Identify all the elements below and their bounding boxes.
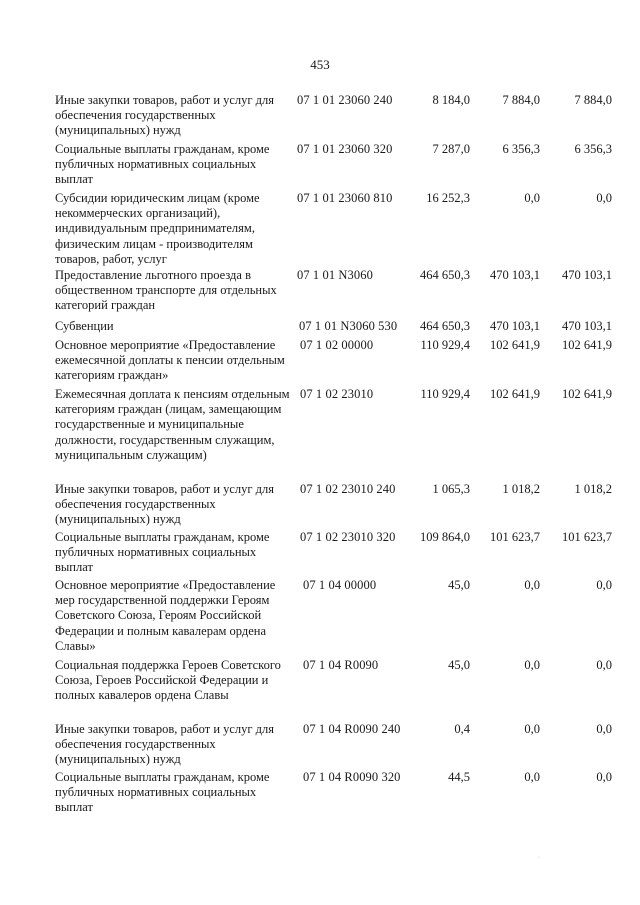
row-value-1: 7 287,0 (432, 142, 470, 156)
row-value-2: 0,0 (524, 658, 540, 672)
row-value-2: 470 103,1 (490, 319, 540, 333)
row-value-2: 0,0 (524, 770, 540, 784)
row-value-2: 101 623,7 (490, 530, 540, 544)
row-code: 07 1 01 N3060 (297, 268, 373, 282)
row-value-3: 1 018,2 (574, 482, 612, 496)
row-value-1: 0,4 (454, 722, 470, 736)
row-value-2: 470 103,1 (490, 268, 540, 282)
scan-speck: · (538, 855, 540, 861)
row-description: Субвенции (55, 319, 114, 333)
row-code: 07 1 01 23060 240 (297, 93, 393, 107)
row-value-2: 6 356,3 (502, 142, 540, 156)
row-description: Предоставление льготного проезда в общественном транспорте для отдельных категорий граждан (55, 268, 277, 313)
row-description: Социальная поддержка Героев Советского Союза, Героев Российской Федерации и полных кавалеров ордена Славы (55, 658, 281, 703)
row-value-2: 7 884,0 (502, 93, 540, 107)
row-description: Социальные выплаты гражданам, кроме публичных нормативных социальных выплат (55, 770, 270, 815)
row-value-3: 470 103,1 (562, 319, 612, 333)
row-value-2: 0,0 (524, 578, 540, 592)
row-code: 07 1 02 00000 (300, 338, 374, 352)
row-code: 07 1 02 23010 240 (300, 482, 396, 496)
row-code: 07 1 01 N3060 530 (299, 319, 398, 333)
row-value-1: 16 252,3 (426, 191, 470, 205)
row-value-1: 1 065,3 (432, 482, 470, 496)
row-description: Социальные выплаты гражданам, кроме публичных нормативных социальных выплат (55, 530, 270, 575)
row-description: Иные закупки товаров, работ и услуг для обеспечения государственных (муниципальных) нужд (55, 722, 275, 767)
row-value-1: 109 864,0 (420, 530, 470, 544)
row-code: 07 1 04 00000 (303, 578, 377, 592)
page-number: 453 (310, 57, 330, 72)
row-value-1: 8 184,0 (432, 93, 470, 107)
row-value-3: 0,0 (596, 722, 612, 736)
row-value-1: 110 929,4 (420, 338, 470, 352)
row-value-1: 45,0 (448, 658, 470, 672)
row-value-1: 464 650,3 (420, 268, 470, 282)
row-description: Основное мероприятие «Предоставление ежемесячной доплаты к пенсии отдельным категориям граждан» (55, 338, 285, 383)
row-value-1: 45,0 (448, 578, 470, 592)
row-value-3: 6 356,3 (574, 142, 612, 156)
row-value-3: 0,0 (596, 658, 612, 672)
row-code: 07 1 04 R0090 240 (303, 722, 401, 736)
row-value-3: 470 103,1 (562, 268, 612, 282)
row-value-3: 102 641,9 (562, 338, 612, 352)
row-description: Ежемесячная доплата к пенсиям отдельным категориям граждан (лицам, замещающим государственные и муниципальные должности, государственным служащим, муниципальным служащим) (55, 387, 290, 462)
row-value-3: 0,0 (596, 191, 612, 205)
row-code: 07 1 04 R0090 320 (303, 770, 401, 784)
row-value-3: 0,0 (596, 578, 612, 592)
row-value-3: 102 641,9 (562, 387, 612, 401)
row-code: 07 1 01 23060 320 (297, 142, 393, 156)
row-description: Основное мероприятие «Предоставление мер государственной поддержки Героям Советского Союза, Героям Российской Федерации и полным кавалерам ордена Славы» (55, 578, 276, 653)
row-value-2: 0,0 (524, 722, 540, 736)
row-value-2: 1 018,2 (502, 482, 540, 496)
row-description: Иные закупки товаров, работ и услуг для обеспечения государственных (муниципальных) нужд (55, 482, 275, 527)
row-value-2: 0,0 (524, 191, 540, 205)
row-value-1: 110 929,4 (420, 387, 470, 401)
row-code: 07 1 02 23010 (300, 387, 374, 401)
row-value-3: 101 623,7 (562, 530, 612, 544)
row-value-1: 44,5 (448, 770, 470, 784)
row-code: 07 1 01 23060 810 (297, 191, 393, 205)
row-value-2: 102 641,9 (490, 338, 540, 352)
row-value-1: 464 650,3 (420, 319, 470, 333)
row-code: 07 1 02 23010 320 (300, 530, 396, 544)
row-description: Социальные выплаты гражданам, кроме публичных нормативных социальных выплат (55, 142, 270, 187)
row-value-3: 7 884,0 (574, 93, 612, 107)
row-description: Субсидии юридическим лицам (кроме некоммерческих организаций), индивидуальным предпринимателям, физическим лицам - производителям товаров, работ, услуг (55, 191, 260, 266)
row-code: 07 1 04 R0090 (303, 658, 379, 672)
row-description: Иные закупки товаров, работ и услуг для обеспечения государственных (муниципальных) нужд (55, 93, 275, 138)
row-value-3: 0,0 (596, 770, 612, 784)
row-value-2: 102 641,9 (490, 387, 540, 401)
